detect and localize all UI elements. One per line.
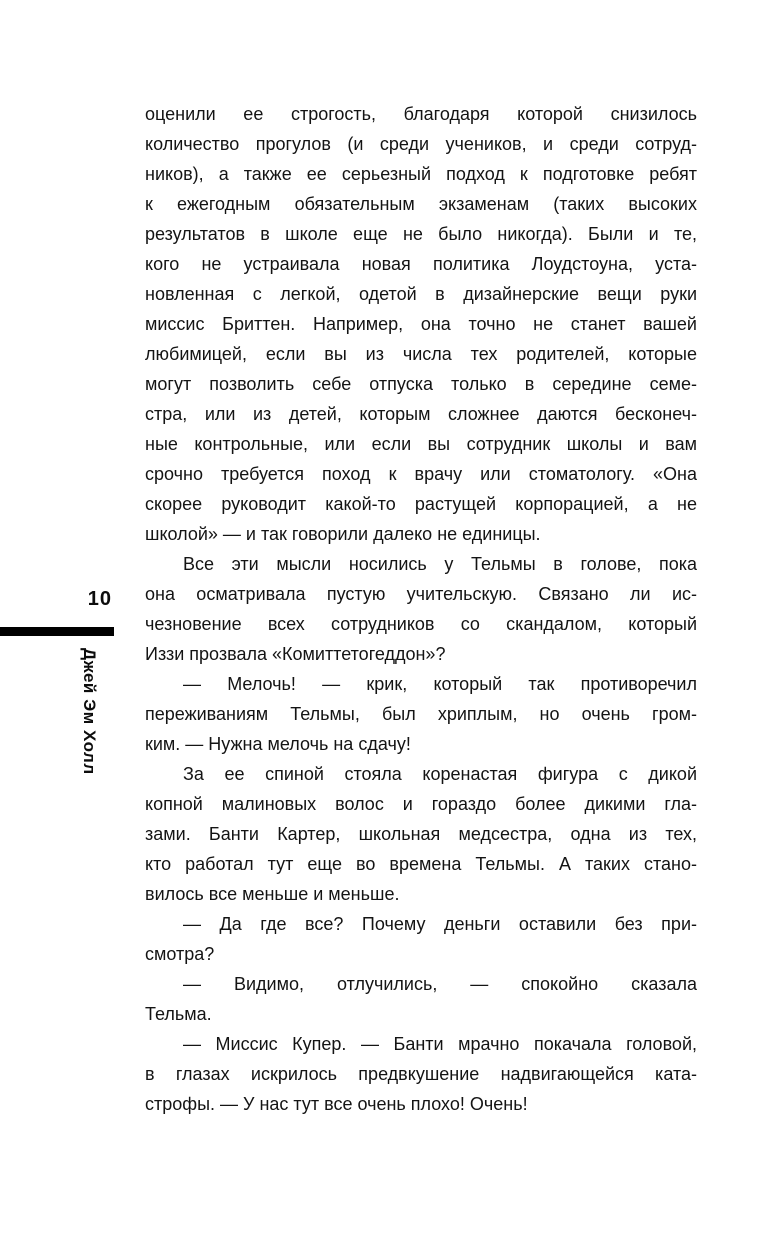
- text-line: к ежегодным обязательным экзаменам (таких высоких: [145, 194, 697, 214]
- paragraph: [145, 549, 697, 669]
- paragraph: [145, 99, 697, 549]
- text-line: Тельма.: [145, 1004, 212, 1024]
- text-line: копной малиновых волос и гораздо более дикими гла-: [145, 794, 697, 814]
- page-number: 10: [87, 588, 112, 610]
- text-line: результатов в школе еще не было никогда). Были и те,: [145, 224, 697, 244]
- text-line: — Видимо, отлучились, — спокойно сказала: [183, 974, 697, 994]
- paragraph: [145, 759, 697, 909]
- text-line: любимицей, если вы из числа тех родителей, которые: [145, 344, 697, 364]
- paragraph: [145, 969, 697, 1029]
- text-line: в глазах искрилось предвкушение надвигающейся ката-: [145, 1064, 697, 1084]
- paragraph: [145, 909, 697, 969]
- margin-rule: [0, 627, 114, 636]
- text-line: — Мелочь! — крик, который так противоречил: [183, 674, 697, 694]
- author-name-vertical: Джей Эм Холл: [80, 648, 99, 775]
- paragraph: [145, 669, 697, 759]
- text-line: кто работал тут еще во времена Тельмы. А таких стано-: [145, 854, 697, 874]
- text-line: школой» — и так говорили далеко не единицы.: [145, 524, 541, 544]
- text-line: кого не устраивала новая политика Лоудстоуна, уста-: [145, 254, 697, 274]
- text-line: скорее руководит какой-то растущей корпорацией, а не: [145, 494, 697, 514]
- text-line: оценили ее строгость, благодаря которой снизилось: [145, 104, 697, 124]
- text-line: За ее спиной стояла коренастая фигура с дикой: [183, 764, 697, 784]
- text-line: количество прогулов (и среди учеников, и среди сотруд-: [145, 134, 697, 154]
- text-line: чезновение всех сотрудников со скандалом, который: [145, 614, 697, 634]
- page-text: [145, 99, 697, 1119]
- text-line: строфы. — У нас тут все очень плохо! Очень!: [145, 1094, 528, 1114]
- text-line: смотра?: [145, 944, 215, 964]
- text-line: — Да где все? Почему деньги оставили без при-: [183, 914, 697, 934]
- text-line: могут позволить себе отпуска только в середине семе-: [145, 374, 697, 394]
- text-line: стра, или из детей, которым сложнее даются бесконеч-: [145, 404, 697, 424]
- text-line: Иззи прозвала «Комиттетогеддон»?: [145, 644, 446, 664]
- text-line: переживаниям Тельмы, был хриплым, но очень гром-: [145, 704, 697, 724]
- text-line: зами. Банти Картер, школьная медсестра, одна из тех,: [145, 824, 697, 844]
- text-line: ников), а также ее серьезный подход к подготовке ребят: [145, 164, 697, 184]
- text-line: вилось все меньше и меньше.: [145, 884, 400, 904]
- text-line: Все эти мысли носились у Тельмы в голове, пока: [183, 554, 697, 574]
- text-line: — Миссис Купер. — Банти мрачно покачала головой,: [183, 1034, 697, 1054]
- text-line: ким. — Нужна мелочь на сдачу!: [145, 734, 411, 754]
- text-line: она осматривала пустую учительскую. Связано ли ис-: [145, 584, 697, 604]
- text-line: миссис Бриттен. Например, она точно не станет вашей: [145, 314, 697, 334]
- text-line: новленная с легкой, одетой в дизайнерские вещи руки: [145, 284, 697, 304]
- text-line: ные контрольные, или если вы сотрудник школы и вам: [145, 434, 697, 454]
- paragraph: [145, 1029, 697, 1119]
- text-line: срочно требуется поход к врачу или стоматологу. «Она: [145, 464, 697, 484]
